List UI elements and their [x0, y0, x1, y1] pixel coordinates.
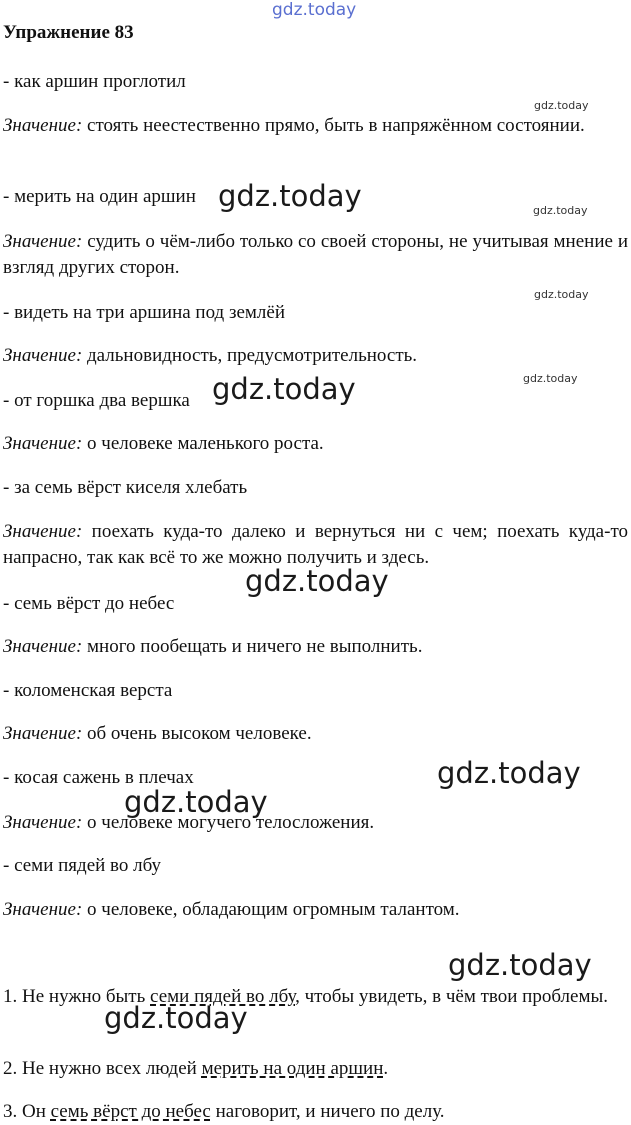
meaning-text: много пообещать и ничего не выполнить. — [87, 636, 423, 657]
sentence-idiom: мерить на один аршин — [201, 1058, 384, 1079]
sentence-text: . — [383, 1058, 389, 1079]
watermark-large: gdz.today — [437, 756, 581, 790]
idiom-phrase: - за семь вёрст киселя хлебать — [3, 477, 248, 498]
sentence-text: наговорит, и ничего по делу. — [210, 1101, 445, 1122]
watermark-small: gdz.today — [533, 204, 588, 217]
idiom-phrase: - косая сажень в плечах — [3, 767, 194, 788]
watermark-top: gdz.today — [272, 0, 357, 20]
meaning-text: стоять неестественно прямо, быть в напряжённом состоянии. — [87, 115, 585, 136]
watermark-large: gdz.today — [212, 372, 356, 406]
meaning-label: Значение: — [3, 433, 83, 454]
idiom-phrase: - семи пядей во лбу — [3, 855, 162, 876]
idiom-meaning — [3, 897, 628, 923]
watermark-large: gdz.today — [104, 1001, 248, 1035]
idiom-meaning — [3, 721, 628, 747]
idiom-phrase: - коломенская верста — [3, 680, 173, 701]
meaning-label: Значение: — [3, 636, 83, 657]
idiom-phrase: - мерить на один аршин — [3, 186, 196, 207]
watermark-small: gdz.today — [534, 288, 589, 301]
example-sentence — [3, 984, 628, 1010]
meaning-label: Значение: — [3, 521, 83, 542]
meaning-text: поехать куда-то далеко и вернуться ни с чем; поехать куда-то напрасно, так как всё то же можно получить и здесь. — [3, 521, 628, 568]
sentence-idiom: семь вёрст до небес — [50, 1101, 211, 1122]
meaning-text: о человеке маленького роста. — [87, 433, 324, 454]
meaning-label: Значение: — [3, 231, 83, 252]
idiom-meaning — [3, 810, 628, 836]
idiom-meaning — [3, 519, 628, 571]
watermark-small: gdz.today — [534, 99, 589, 112]
watermark-large: gdz.today — [124, 785, 268, 819]
watermark-small: gdz.today — [523, 372, 578, 385]
idiom-meaning — [3, 431, 628, 457]
watermark-large: gdz.today — [448, 948, 592, 982]
example-sentence — [3, 1056, 628, 1082]
sentence-text: , чтобы увидеть, в чём твои проблемы. — [295, 986, 608, 1007]
meaning-text: об очень высоком человеке. — [87, 723, 312, 744]
idiom-phrase: - от горшка два вершка — [3, 390, 190, 411]
idiom-phrase: - как аршин проглотил — [3, 71, 186, 92]
idiom-meaning — [3, 634, 628, 660]
sentence-text: 1. Не нужно быть — [3, 986, 151, 1007]
sentence-text: 2. Не нужно всех людей — [3, 1058, 202, 1079]
meaning-label: Значение: — [3, 345, 83, 366]
exercise-title: Упражнение 83 — [3, 22, 134, 43]
meaning-label: Значение: — [3, 812, 83, 833]
watermark-large: gdz.today — [218, 179, 362, 213]
meaning-text: судить о чём-либо только со своей стороны, не учитывая мнение и взгляд других сторон. — [3, 231, 629, 278]
watermark-large: gdz.today — [245, 564, 389, 598]
idiom-meaning — [3, 113, 628, 139]
example-sentence — [3, 1099, 628, 1125]
meaning-text: о человеке, обладающим огромным талантом. — [87, 899, 460, 920]
meaning-text: дальновидность, предусмотрительность. — [87, 345, 418, 366]
meaning-label: Значение: — [3, 115, 83, 136]
meaning-text: о человеке могучего телосложения. — [87, 812, 375, 833]
sentence-text: 3. Он — [3, 1101, 51, 1122]
meaning-label: Значение: — [3, 723, 83, 744]
idiom-phrase: - семь вёрст до небес — [3, 593, 175, 614]
idiom-meaning — [3, 343, 628, 369]
meaning-label: Значение: — [3, 899, 83, 920]
idiom-meaning — [3, 229, 628, 281]
idiom-phrase: - видеть на три аршина под землёй — [3, 302, 286, 323]
sentence-idiom: семи пядей во лбу — [150, 986, 296, 1007]
